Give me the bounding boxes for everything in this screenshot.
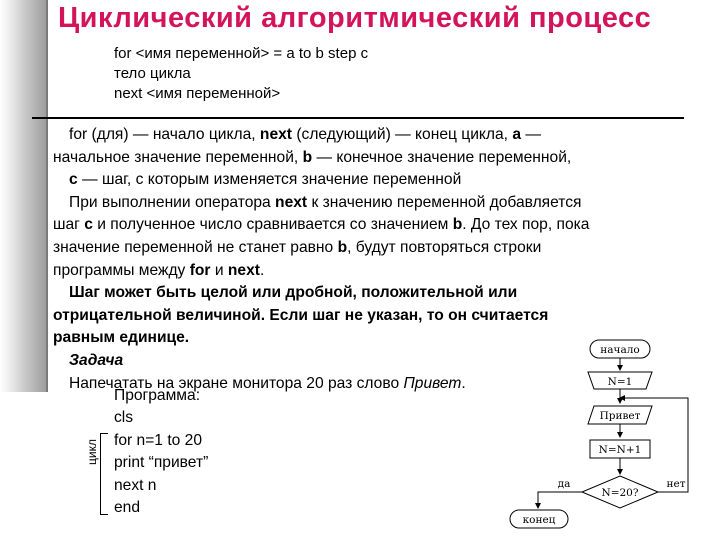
keyword-for: for — [69, 126, 88, 143]
program-line: end — [114, 499, 141, 517]
keyword-c: c — [69, 171, 78, 189]
flow-increment-label: N=N+1 — [598, 444, 642, 456]
keyword-next: next — [275, 193, 308, 211]
text-line-8: Шаг может быть целой или дробной, положительной или — [69, 284, 518, 302]
text-segment: . — [461, 374, 466, 392]
text-line-7 — [53, 260, 713, 283]
flow-no-label: нет — [666, 478, 686, 490]
flow-yes-branch — [538, 492, 582, 508]
text-segment: — — [521, 126, 541, 143]
keyword-next: next — [259, 126, 292, 143]
text-segment: и — [210, 261, 228, 279]
text-line-1 — [53, 124, 713, 147]
left-decor-bar — [0, 0, 46, 392]
divider-line — [32, 117, 684, 119]
program-listing — [114, 385, 208, 519]
task-heading: Задача — [69, 351, 124, 369]
text-line-5 — [53, 214, 713, 237]
syntax-line-next: next <имя переменной> — [114, 85, 281, 102]
text-segment: начальное значение переменной, — [53, 148, 303, 166]
syntax-block — [114, 44, 368, 104]
text-line-9: отрицательной величиной. Если шаг не указан, то он считается — [53, 306, 549, 324]
slide-title: Циклический алгоритмический процесс — [58, 2, 652, 34]
text-segment: . До тех пор, пока — [462, 216, 590, 234]
text-segment: — конечное значение переменной, — [312, 148, 572, 166]
program-line: for n=1 to 20 — [114, 431, 202, 449]
text-segment: программы между — [53, 261, 190, 279]
task-word: Привет — [403, 374, 462, 392]
flow-end-label: конец — [522, 514, 556, 526]
left-decor-line — [46, 0, 48, 392]
flow-start-label: начало — [600, 344, 640, 356]
flow-init-label: N=1 — [607, 376, 633, 388]
text-segment: . — [259, 261, 265, 279]
program-line: next n — [114, 476, 157, 494]
text-line-6 — [53, 237, 713, 260]
keyword-next: next — [227, 261, 260, 279]
program-line: print “привет” — [114, 454, 209, 472]
syntax-line-body: тело цикла — [114, 65, 191, 82]
flow-action-label: Привет — [599, 410, 641, 422]
flowchart-svg — [506, 336, 700, 538]
text-line-4 — [53, 192, 713, 215]
program-label: Программа: — [114, 387, 201, 404]
text-segment: и полученное число сравнивается со значением — [92, 216, 453, 234]
text-segment: При выполнении оператора — [69, 193, 276, 211]
text-segment: — шаг, с которым изменяется значение переменной — [77, 171, 462, 189]
flow-yes-label: да — [557, 478, 571, 490]
program-line: cls — [114, 409, 134, 427]
keyword-b: b — [452, 216, 463, 234]
keyword-b: b — [302, 148, 313, 166]
syntax-line-for: for <имя переменной> = a to b step c — [114, 45, 369, 62]
keyword-b: b — [337, 238, 348, 256]
text-segment: Напечатать на экране монитора 20 раз слово — [69, 374, 404, 392]
text-line-3 — [53, 169, 713, 192]
text-line-10: равным единице. — [53, 329, 190, 347]
text-segment: , будут повторяться строки — [347, 238, 542, 256]
cycle-brace — [100, 433, 108, 515]
keyword-c: c — [84, 216, 93, 234]
cycle-label: цикл — [85, 439, 99, 465]
text-segment: значение переменной не станет равно — [53, 238, 338, 256]
keyword-for: for — [189, 261, 211, 279]
flowchart — [506, 336, 700, 538]
keyword-a: a — [512, 126, 522, 143]
text-segment: (следующий) — конец цикла, — [292, 126, 513, 143]
text-segment: к значению переменной добавляется — [307, 193, 582, 211]
text-segment: шаг — [53, 216, 85, 234]
text-line-2 — [53, 147, 713, 170]
flow-condition-label: N=20? — [601, 487, 639, 499]
text-segment: (для) — начало цикла, — [87, 126, 260, 143]
